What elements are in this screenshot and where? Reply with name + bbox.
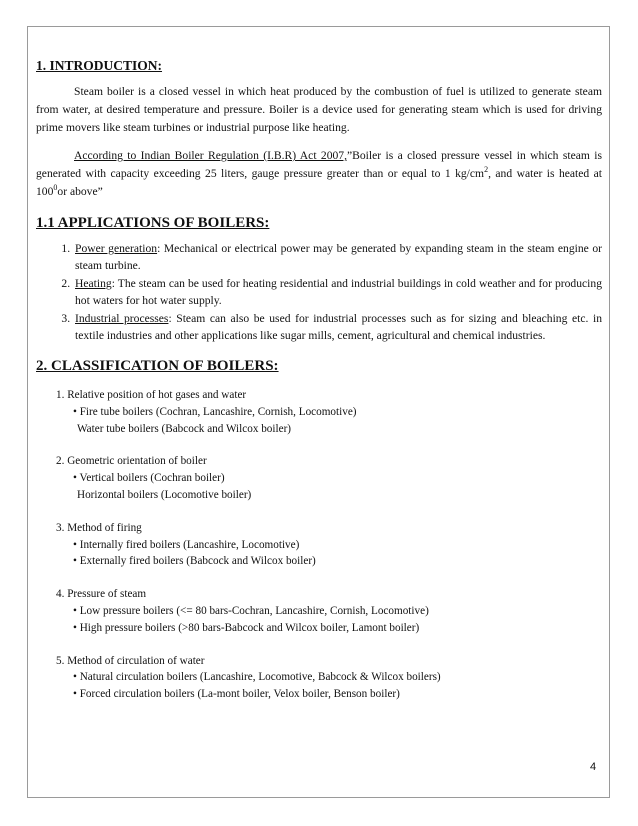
applications-heading: 1.1 APPLICATIONS OF BOILERS: [36,215,270,231]
introduction-paragraph: Steam boiler is a closed vessel in which heat produced by the combustion of fuel is utilized to generate steam from water, at desired temperature and pressure. Boiler is a device used for generating steam which is used for driving prime movers like steam turbines or industrial purpose like heating. [36,85,602,134]
ibr-text-b: , and water is heated at 100 [36,167,602,198]
classification-list [36,387,602,703]
application-term: Heating [75,277,112,290]
document-body [36,58,602,719]
classification-line: • Low pressure boilers (<= 80 bars-Cochran, Lancashire, Cornish, Locomotive) [73,604,429,617]
page-number: 4 [590,761,597,773]
classification-group [56,586,602,636]
classification-line: • Natural circulation boilers (Lancashire, Locomotive, Babcock & Wilcox boilers) [73,671,441,684]
classification-line: • Internally fired boilers (Lancashire, Locomotive) [73,538,300,551]
application-item [73,276,602,309]
classification-group [56,653,602,703]
classification-group-title: 4. Pressure of steam [56,588,147,601]
classification-line: • High pressure boilers (>80 bars-Babcock and Wilcox boiler, Lamont boiler) [73,621,420,634]
classification-line: • Vertical boilers (Cochran boiler) [73,472,225,485]
application-item [73,311,602,344]
ibr-text-c: or above” [57,185,103,198]
application-term: Industrial processes [75,312,169,325]
ibr-definition-paragraph [36,147,602,201]
ibr-sup-b: 0 [53,183,58,193]
application-term: Power generation [75,242,158,255]
ibr-sup-a: 2 [484,165,489,175]
application-text: : Mechanical or electrical power may be generated by expanding steam in the steam engine or steam turbine. [75,242,602,272]
classification-group [56,453,602,503]
classification-line: Horizontal boilers (Locomotive boiler) [77,488,252,501]
classification-group-title: 1. Relative position of hot gases and water [56,389,247,401]
classification-group-title: 3. Method of firing [56,521,142,534]
ibr-reference: According to Indian Boiler Regulation (I.B.R) Act 2007, [74,149,347,162]
classification-line: • Externally fired boilers (Babcock and Wilcox boiler) [73,555,316,568]
classification-heading: 2. CLASSIFICATION OF BOILERS: [36,358,279,374]
ibr-text-a: ”Boiler is a closed pressure vessel in which steam is generated with capacity exceeding 25 liters, gauge pressure greater than or equal to 1 kg/cm [36,149,602,180]
classification-group-title: 5. Method of circulation of water [56,654,205,667]
application-text: : Steam can also be used for industrial processes such as for sizing and bleaching etc. in textile industries and other applications like sugar mills, cement, agricultural and chemical industries. [75,312,602,342]
applications-list [36,241,602,344]
classification-group-title: 2. Geometric orientation of boiler [56,455,207,468]
classification-group [56,387,602,437]
classification-line: Water tube boilers (Babcock and Wilcox boiler) [77,422,292,435]
classification-group [56,520,602,570]
classification-line: • Fire tube boilers (Cochran, Lancashire, Cornish, Locomotive) [73,405,357,418]
introduction-heading: 1. INTRODUCTION: [36,58,163,73]
application-text: : The steam can be used for heating residential and industrial buildings in cold weather and for producing hot waters for hot water supply. [75,277,602,307]
classification-line: • Forced circulation boilers (La-mont boiler, Velox boiler, Benson boiler) [73,688,400,701]
application-item [73,241,602,274]
